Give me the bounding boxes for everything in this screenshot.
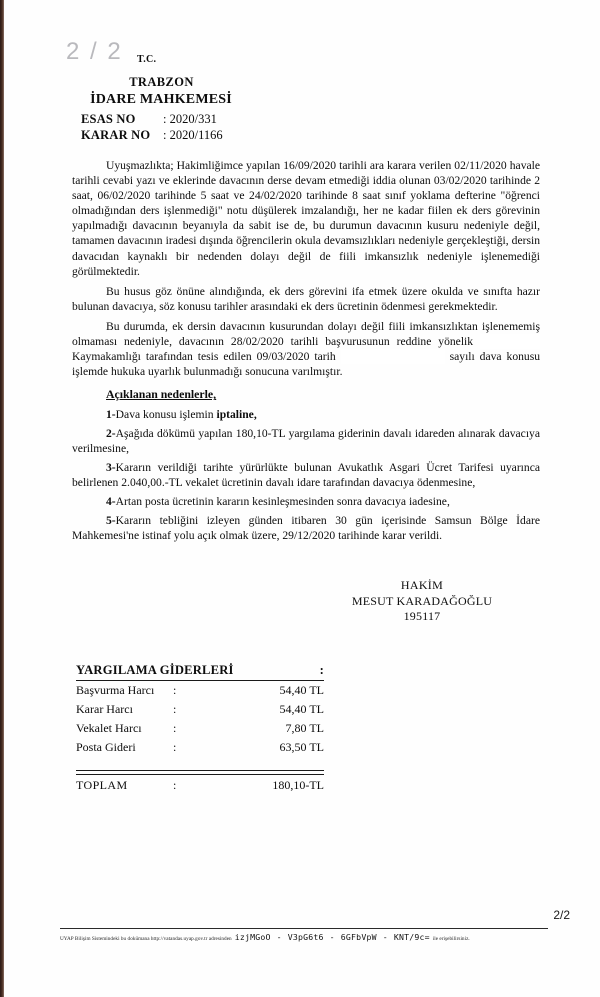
footer-code-3: 6GFbVpW (340, 932, 377, 942)
esas-no-value: : 2020/331 (163, 112, 217, 126)
ruling-item-1 (72, 407, 540, 422)
esas-no-label: ESAS NO (81, 112, 136, 126)
signature-name: MESUT KARADAĞOĞLU (351, 593, 493, 608)
costs-total-amount: 180,10-TL (272, 778, 324, 792)
costs-row-amount: 54,40 TL (279, 702, 324, 716)
karar-no-label: KARAR NO (81, 128, 151, 142)
costs-row-label: Başvurma Harcı (76, 683, 155, 697)
footer-code-4: KNT/9c= (393, 932, 430, 942)
court-city: TRABZON (129, 75, 194, 89)
redaction-block-2 (341, 349, 445, 364)
paragraph-1: Uyuşmazlıkta; Hakimliğimce yapılan 16/09/2020 tarihli ara karara verilen 02/11/2020 havale tarihli cevabi yazı ve eklerinde davacının derse devam etmediği iddia olunan 03/02/2020 tarihinde 2 saat, 06/02/2020 tarihinde 5 saat ve 24/02/2020 tarihinde 8 saat sınıf yoklama defterine "öğrenci olmadığından ders işlenmediği" notu düşülerek imzalandığı, her ne kadar fiilen ek ders görevinin yapılmadığı davacının beyanıyla da sabit ise de, bu durumun davacının kusuru nedeniyle değil, tamamen davacının iradesi dışında öğrencilerin okula devamsızlıkları nedeniyle gerçekleştiği, dersin davacıdan kaynaklı bir nedenden dolayı değil de fiili imkansızlık nedeniyle işlenemediği görülmektedir. (72, 159, 540, 278)
ruling-item-3 (72, 460, 540, 490)
footer-text-before: UYAP Bilişim Sistemindeki bu dokümana http://vatandas.uyap.gov.tr adresinden (60, 936, 232, 942)
paragraph-3 (72, 319, 540, 379)
ruling-item-2 (72, 426, 540, 456)
paragraph-3-part-3: sayılı dava konusu işlemde hukuka uyarlık bulunmadığı sonucuna varılmıştır. (72, 350, 541, 379)
ruling-item-4-number: 4- (106, 495, 116, 509)
ruling-heading (72, 387, 540, 403)
ruling-item-1-number: 1- (106, 407, 116, 421)
case-row-karar (81, 128, 223, 143)
ruling-item-5-text: Kararın tebliğini izleyen günden itibaren 30 gün içerisinde Samsun Bölge İdare Mahkemesi'ne istinaf yolu açık olmak üzere, 29/12/2020 tarihinde karar verildi. (72, 514, 540, 543)
signature-title: HAKİM (400, 578, 444, 592)
costs-total-colon: : (173, 778, 177, 792)
costs-row-colon: : (173, 721, 177, 735)
litigation-costs-table (76, 663, 324, 796)
signature-registry-number: 195117 (403, 609, 441, 623)
footer-separator: - (329, 932, 335, 942)
ruling-item-3-text: Kararın verildiği tarihte yürürlükte bulunan Avukatlık Asgari Ücret Tarifesi uyarınca belirlenen 2.040,00.-TL vekalet ücretinin davalı idare tarafından davacıya ödenmesine, (72, 461, 540, 490)
costs-row-colon: : (173, 740, 177, 754)
ruling-item-3-number: 3- (106, 461, 116, 475)
costs-row (76, 681, 324, 700)
page-marker-top: 2 / 2 (66, 38, 123, 65)
case-row-esas (81, 112, 217, 127)
costs-row (76, 700, 324, 719)
document-body (72, 158, 540, 544)
ruling-item-2-number: 2- (106, 426, 116, 440)
costs-row-label: Karar Harcı (76, 702, 133, 716)
costs-row-label: Vekalet Harcı (76, 721, 142, 735)
costs-row-label: Posta Gideri (76, 740, 136, 754)
costs-row-amount: 7,80 TL (285, 721, 324, 735)
ruling-item-4 (72, 494, 540, 509)
footer-divider (60, 928, 548, 929)
costs-total-row (76, 775, 324, 796)
costs-row-amount: 54,40 TL (279, 683, 324, 697)
paragraph-3-part-2: Kaymakamlığı tarafından tesis edilen 09/03/2020 tarih (72, 350, 336, 364)
ruling-item-1-emphasis: iptaline, (216, 407, 257, 421)
page-marker-bottom: 2/2 (553, 908, 570, 922)
ruling-item-1-text: Dava konusu işlemin (115, 407, 217, 421)
redaction-block-1 (480, 334, 540, 349)
costs-row (76, 738, 324, 757)
costs-row-colon: : (173, 683, 177, 697)
footer-code-2: V3pG6t6 (287, 932, 324, 942)
costs-spacer (76, 757, 324, 770)
costs-title-colon: : (319, 663, 324, 677)
republic-label: T.C. (137, 54, 157, 65)
costs-row-amount: 63,50 TL (279, 740, 324, 754)
ruling-item-5 (72, 513, 540, 543)
signature-block (304, 578, 540, 625)
footer-code-1: izjMGoO (234, 932, 271, 942)
costs-total-label: TOPLAM (76, 778, 128, 792)
paragraph-2: Bu husus göz önüne alındığında, ek ders görevini ifa etmek üzere okulda ve sınıfta hazır bulunan davacıya, söz konusu tarihler arasındaki ek ders ücretinin ödenmesi gerekmektedir. (72, 284, 540, 313)
ruling-item-4-text: Artan posta ücretinin kararın kesinleşmesinden sonra davacıya iadesine, (115, 495, 450, 509)
document-sheet (4, 0, 600, 997)
footer-verification-line (60, 932, 552, 942)
costs-title: YARGILAMA GİDERLERİ (76, 663, 234, 677)
ruling-heading-text: Açıklanan nedenlerle, (106, 387, 217, 402)
costs-row-colon: : (173, 702, 177, 716)
paragraph-3-part-1: Bu durumda, ek dersin davacının kusurundan dolayı değil fiili imkansızlıktan işlenememiş olmaması nedeniyle, davacının 28/02/2020 tarihli başvurusunun reddine yönelik (72, 319, 540, 349)
costs-title-row (76, 663, 324, 681)
costs-row (76, 719, 324, 738)
ruling-item-5-number: 5- (106, 514, 116, 528)
footer-text-after: ile erişebilirsiniz. (432, 936, 470, 942)
karar-no-value: : 2020/1166 (163, 128, 223, 142)
court-name: İDARE MAHKEMESİ (90, 92, 232, 107)
footer-separator: - (382, 932, 388, 942)
footer-separator: - (276, 932, 282, 942)
ruling-item-2-text: Aşağıda dökümü yapılan 180,10-TL yargılama giderinin davalı idareden alınarak davacıya verilmesine, (72, 426, 540, 455)
